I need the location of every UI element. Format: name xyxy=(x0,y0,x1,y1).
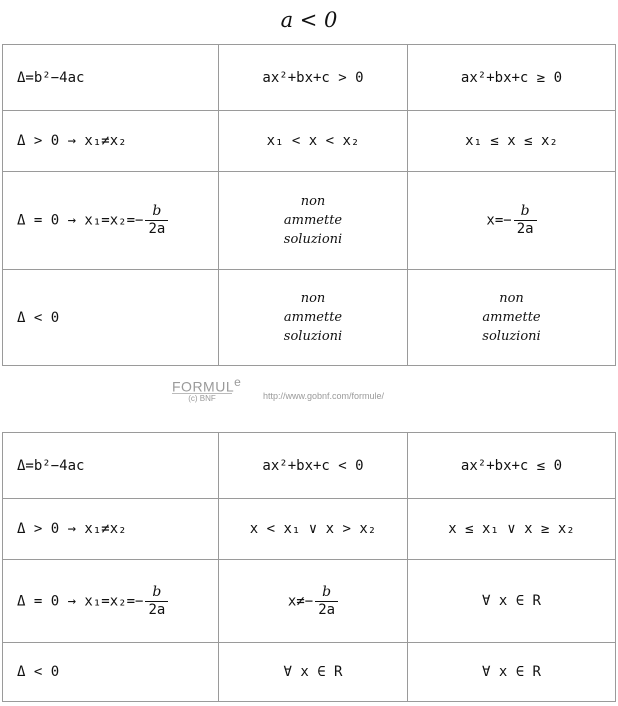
condition-cell: Δ < 0 xyxy=(3,270,219,366)
table-header-row xyxy=(3,45,616,111)
column-header-strict: ax²+bx+c > 0 xyxy=(219,45,408,111)
page-title: a < 0 xyxy=(280,8,338,32)
table-row xyxy=(3,172,616,270)
solution-cell: x < x₁ ∨ x > x₂ xyxy=(219,499,408,560)
condition-cell: Δ > 0 → x₁≠x₂ xyxy=(3,499,219,560)
solution-cell: non ammette soluzioni xyxy=(408,270,616,366)
condition-cell: Δ > 0 → x₁≠x₂ xyxy=(3,111,219,172)
solution-cell: ∀ x ∈ R xyxy=(219,643,408,702)
table-row xyxy=(3,560,616,643)
inequality-table-greater xyxy=(2,44,616,366)
fraction: $\frac{b}{2a}$ xyxy=(145,584,168,619)
table-header-row xyxy=(3,433,616,499)
condition-cell: Δ < 0 xyxy=(3,643,219,702)
fraction: $\frac{b}{2a}$ xyxy=(514,203,537,238)
solution-cell: x₁ < x < x₂ xyxy=(219,111,408,172)
table-row xyxy=(3,270,616,366)
condition-cell: Δ = 0 → x₁=x₂=− $\frac{b}{2a}$ xyxy=(3,172,219,270)
formule-logo: FORMULe (c) BNF xyxy=(172,375,242,403)
column-header-strict: ax²+bx+c < 0 xyxy=(219,433,408,499)
solution-cell: x ≤ x₁ ∨ x ≥ x₂ xyxy=(408,499,616,560)
solution-cell: ∀ x ∈ R xyxy=(408,643,616,702)
table-row xyxy=(3,499,616,560)
fraction: $\frac{b}{2a}$ xyxy=(315,584,338,619)
solution-cell: non ammette soluzioni xyxy=(219,172,408,270)
column-header-nonstrict: ax²+bx+c ≥ 0 xyxy=(408,45,616,111)
solution-cell: x≠− $\frac{b}{2a}$ xyxy=(219,560,408,643)
table-row xyxy=(3,643,616,702)
solution-cell: non ammette soluzioni xyxy=(219,270,408,366)
condition-cell: Δ = 0 → x₁=x₂=− $\frac{b}{2a}$ xyxy=(3,560,219,643)
solution-cell: x=− $\frac{b}{2a}$ xyxy=(408,172,616,270)
column-header-nonstrict: ax²+bx+c ≤ 0 xyxy=(408,433,616,499)
table-row xyxy=(3,111,616,172)
fraction: $\frac{b}{2a}$ xyxy=(145,203,168,238)
solution-cell: ∀ x ∈ R xyxy=(408,560,616,643)
solution-cell: x₁ ≤ x ≤ x₂ xyxy=(408,111,616,172)
discriminant-cell: Δ=b²−4ac xyxy=(3,45,219,111)
discriminant-cell: Δ=b²−4ac xyxy=(3,433,219,499)
inequality-table-less xyxy=(2,432,616,702)
source-url[interactable]: http://www.gobnf.com/formule/ xyxy=(263,391,385,401)
